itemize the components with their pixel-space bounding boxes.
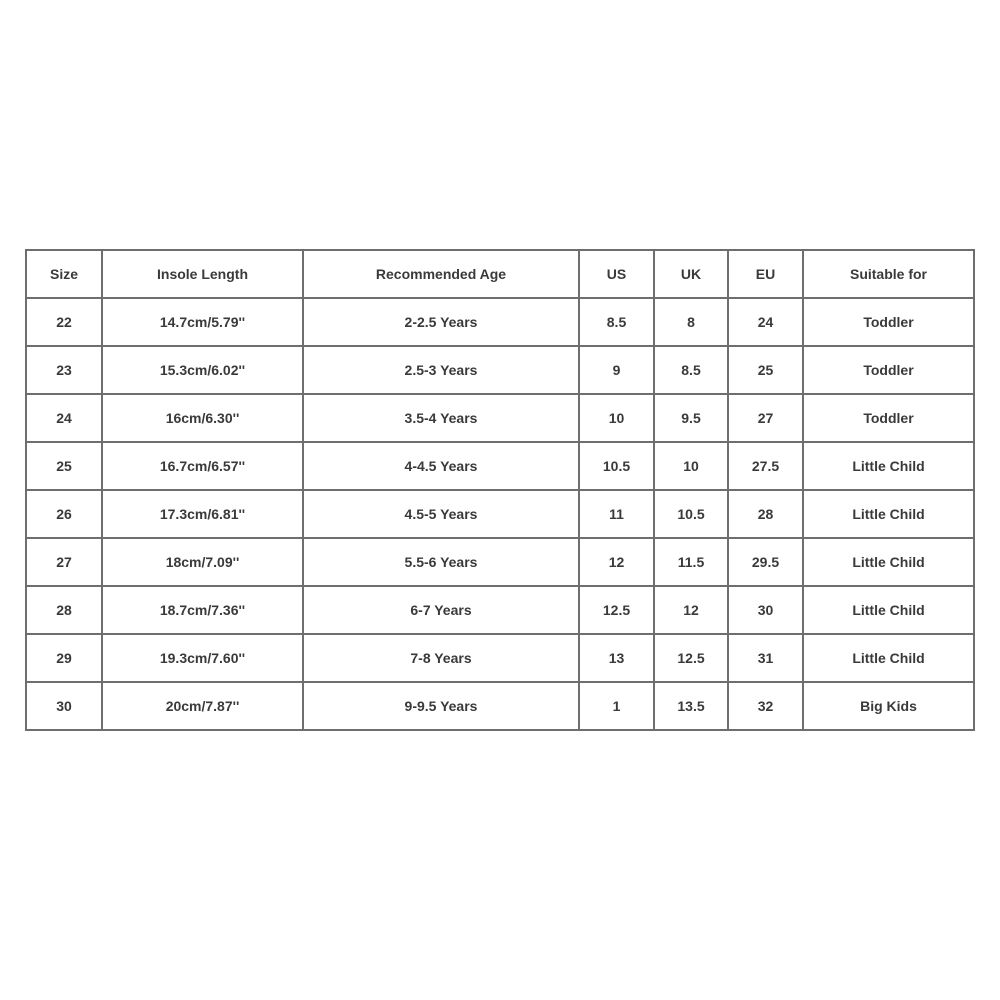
table-header-row — [27, 251, 975, 299]
header-uk: UK — [655, 251, 729, 299]
cell-eu: 30 — [729, 587, 804, 635]
cell-uk: 12.5 — [655, 635, 729, 683]
cell-uk: 10.5 — [655, 491, 729, 539]
cell-us: 10 — [580, 395, 655, 443]
cell-insole-length: 15.3cm/6.02'' — [103, 347, 304, 395]
cell-recommended-age: 3.5-4 Years — [304, 395, 580, 443]
cell-us: 8.5 — [580, 299, 655, 347]
cell-eu: 29.5 — [729, 539, 804, 587]
cell-recommended-age: 9-9.5 Years — [304, 683, 580, 731]
cell-recommended-age: 5.5-6 Years — [304, 539, 580, 587]
cell-size: 24 — [27, 395, 103, 443]
table-row — [27, 299, 975, 347]
cell-recommended-age: 2-2.5 Years — [304, 299, 580, 347]
header-us: US — [580, 251, 655, 299]
table-row — [27, 539, 975, 587]
cell-eu: 32 — [729, 683, 804, 731]
cell-uk: 8.5 — [655, 347, 729, 395]
table-row — [27, 683, 975, 731]
cell-uk: 12 — [655, 587, 729, 635]
cell-insole-length: 19.3cm/7.60'' — [103, 635, 304, 683]
cell-size: 27 — [27, 539, 103, 587]
cell-suitable-for: Toddler — [804, 299, 975, 347]
header-insole-length: Insole Length — [103, 251, 304, 299]
cell-size: 26 — [27, 491, 103, 539]
cell-insole-length: 16.7cm/6.57'' — [103, 443, 304, 491]
cell-us: 1 — [580, 683, 655, 731]
table-row — [27, 443, 975, 491]
cell-us: 11 — [580, 491, 655, 539]
cell-recommended-age: 7-8 Years — [304, 635, 580, 683]
cell-eu: 28 — [729, 491, 804, 539]
cell-suitable-for: Little Child — [804, 539, 975, 587]
cell-recommended-age: 4.5-5 Years — [304, 491, 580, 539]
table-row — [27, 347, 975, 395]
cell-uk: 11.5 — [655, 539, 729, 587]
cell-size: 22 — [27, 299, 103, 347]
size-chart-table — [25, 249, 975, 731]
cell-size: 30 — [27, 683, 103, 731]
cell-size: 25 — [27, 443, 103, 491]
cell-size: 23 — [27, 347, 103, 395]
table-row — [27, 491, 975, 539]
cell-recommended-age: 2.5-3 Years — [304, 347, 580, 395]
cell-insole-length: 20cm/7.87'' — [103, 683, 304, 731]
cell-eu: 27 — [729, 395, 804, 443]
cell-suitable-for: Toddler — [804, 395, 975, 443]
cell-eu: 24 — [729, 299, 804, 347]
header-size: Size — [27, 251, 103, 299]
cell-eu: 31 — [729, 635, 804, 683]
cell-size: 28 — [27, 587, 103, 635]
table-row — [27, 635, 975, 683]
cell-eu: 25 — [729, 347, 804, 395]
cell-suitable-for: Little Child — [804, 443, 975, 491]
header-eu: EU — [729, 251, 804, 299]
cell-uk: 10 — [655, 443, 729, 491]
cell-suitable-for: Little Child — [804, 635, 975, 683]
cell-recommended-age: 6-7 Years — [304, 587, 580, 635]
table-row — [27, 587, 975, 635]
cell-recommended-age: 4-4.5 Years — [304, 443, 580, 491]
cell-us: 9 — [580, 347, 655, 395]
header-recommended-age: Recommended Age — [304, 251, 580, 299]
cell-suitable-for: Little Child — [804, 587, 975, 635]
cell-suitable-for: Toddler — [804, 347, 975, 395]
table-row — [27, 395, 975, 443]
cell-insole-length: 17.3cm/6.81'' — [103, 491, 304, 539]
cell-eu: 27.5 — [729, 443, 804, 491]
cell-suitable-for: Little Child — [804, 491, 975, 539]
cell-size: 29 — [27, 635, 103, 683]
cell-suitable-for: Big Kids — [804, 683, 975, 731]
cell-us: 13 — [580, 635, 655, 683]
header-suitable-for: Suitable for — [804, 251, 975, 299]
cell-insole-length: 18.7cm/7.36'' — [103, 587, 304, 635]
cell-uk: 13.5 — [655, 683, 729, 731]
cell-us: 12 — [580, 539, 655, 587]
cell-insole-length: 18cm/7.09'' — [103, 539, 304, 587]
cell-uk: 9.5 — [655, 395, 729, 443]
cell-insole-length: 14.7cm/5.79'' — [103, 299, 304, 347]
cell-us: 10.5 — [580, 443, 655, 491]
cell-insole-length: 16cm/6.30'' — [103, 395, 304, 443]
cell-us: 12.5 — [580, 587, 655, 635]
cell-uk: 8 — [655, 299, 729, 347]
